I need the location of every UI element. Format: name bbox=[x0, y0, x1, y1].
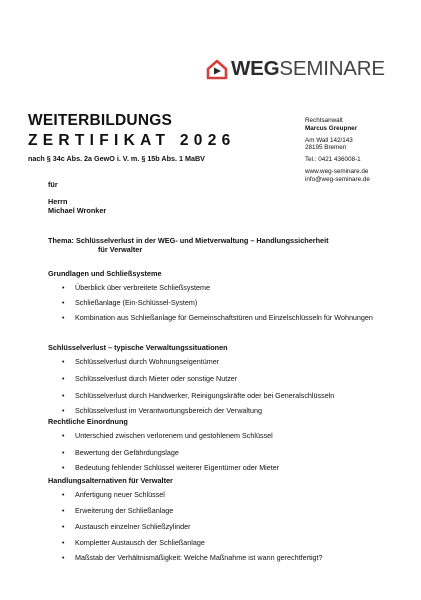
weg-seminare-logo bbox=[206, 58, 385, 80]
contact-block bbox=[305, 117, 370, 184]
contact-phone: Tel.: 0421 436008-1 bbox=[305, 156, 361, 164]
section-heading: Handlungsalternativen für Verwalter bbox=[48, 476, 173, 485]
bullet-icon: • bbox=[62, 283, 65, 292]
bullet-icon: • bbox=[62, 448, 65, 457]
bullet-icon: • bbox=[62, 391, 65, 400]
for-label: für bbox=[48, 180, 58, 189]
certificate-title-line2: ZERTIFIKAT 2026 bbox=[28, 132, 236, 149]
bullet-icon: • bbox=[62, 298, 65, 307]
bullet-icon: • bbox=[62, 522, 65, 531]
legal-basis: nach § 34c Abs. 2a GewO i. V. m. § 15b Abs. 1 MaBV bbox=[28, 154, 205, 163]
bullet-icon: • bbox=[62, 431, 65, 440]
topic-line2: für Verwalter bbox=[98, 245, 143, 254]
bullet-icon: • bbox=[62, 357, 65, 366]
bullet-icon: • bbox=[62, 374, 65, 383]
contact-name: Marcus Greupner bbox=[305, 124, 358, 132]
recipient-name: Michael Wronker bbox=[48, 205, 107, 215]
topic-line1: Thema: Schlüsselverlust in der WEG- und Mietverwaltung – Handlungssicherheit bbox=[48, 236, 329, 245]
logo-wordmark bbox=[231, 58, 385, 80]
contact-email: info@weg-seminare.de bbox=[305, 176, 370, 184]
bullet-icon: • bbox=[62, 506, 65, 515]
bullet-icon: • bbox=[62, 313, 65, 322]
bullet-icon: • bbox=[62, 490, 65, 499]
bullet-icon: • bbox=[62, 553, 65, 562]
contact-web: www.weg-seminare.de bbox=[305, 168, 369, 176]
bullet-icon: • bbox=[62, 406, 65, 415]
house-play-icon bbox=[206, 58, 228, 80]
logo-light-text: SEMINARE bbox=[279, 57, 385, 80]
recipient-salutation: Herrn bbox=[48, 197, 68, 206]
section-heading: Rechtliche Einordnung bbox=[48, 417, 128, 426]
recipient-block bbox=[48, 198, 106, 216]
contact-role: Rechtsanwalt bbox=[305, 117, 343, 124]
topic bbox=[48, 236, 408, 254]
contact-street: Am Wall 142/143 bbox=[305, 136, 353, 144]
bullet-icon: • bbox=[62, 463, 65, 472]
section-heading: Schlüsselverlust – typische Verwaltungssituationen bbox=[48, 343, 228, 352]
certificate-title-line1: WEITERBILDUNGS bbox=[28, 112, 173, 129]
section-heading: Grundlagen und Schließsysteme bbox=[48, 269, 162, 278]
logo-bold-text: WEG bbox=[231, 57, 280, 80]
bullet-icon: • bbox=[62, 538, 65, 547]
contact-city: 28195 Bremen bbox=[305, 144, 347, 152]
